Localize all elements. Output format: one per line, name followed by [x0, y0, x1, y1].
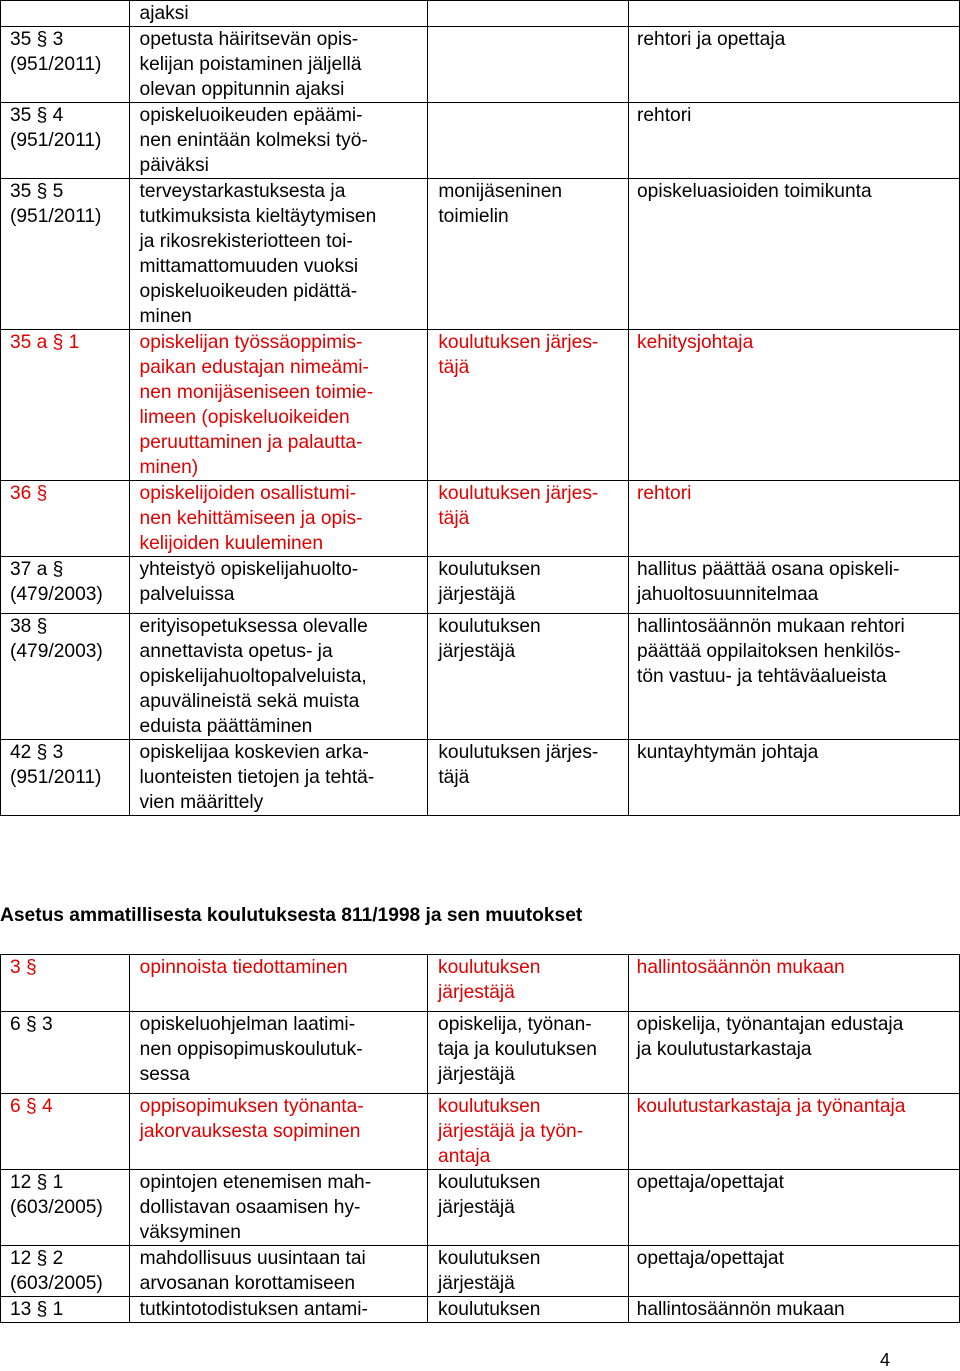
organizer-cell [428, 27, 629, 103]
organizer-cell: koulutuksen järjes- täjä [428, 481, 629, 557]
decision-table-2 [0, 954, 960, 1323]
table-row [1, 179, 960, 330]
table-row [1, 1094, 960, 1170]
table-row [1, 103, 960, 179]
organizer-cell: koulutuksen järjes- täjä [428, 740, 629, 816]
section-ref-cell [1, 1, 130, 27]
organizer-cell: koulutuksen [428, 1297, 629, 1323]
organizer-cell: koulutuksen järjestäjä [428, 614, 629, 740]
decision-item-cell: yhteistyö opiskelijahuolto- palveluissa [129, 557, 428, 614]
section-ref-cell: 35 § 4 (951/2011) [1, 103, 130, 179]
section-ref-cell: 6 § 4 [1, 1094, 130, 1170]
decider-cell: rehtori ja opettaja [628, 27, 959, 103]
decision-item-cell: tutkintotodistuksen antami- [129, 1297, 427, 1323]
section-ref-cell: 6 § 3 [1, 1012, 130, 1094]
decision-item-cell: opiskelijaa koskevien arka- luonteisten tietojen ja tehtä- vien määrittely [129, 740, 428, 816]
organizer-cell: koulutuksen järjestäjä [428, 955, 629, 1012]
decider-cell: kuntayhtymän johtaja [628, 740, 959, 816]
organizer-cell: koulutuksen järjes- täjä [428, 330, 629, 481]
decision-item-cell: opinnoista tiedottaminen [129, 955, 427, 1012]
table-row [1, 481, 960, 557]
decider-cell: opettaja/opettajat [628, 1246, 959, 1297]
section-ref-cell: 35 a § 1 [1, 330, 130, 481]
table-row [1, 740, 960, 816]
section-heading: Asetus ammatillisesta koulutuksesta 811/1998 ja sen muutokset [0, 905, 583, 926]
section-ref-cell: 13 § 1 [1, 1297, 130, 1323]
decider-cell: opiskelija, työnantajan edustaja ja koulutustarkastaja [628, 1012, 959, 1094]
organizer-cell: opiskelija, työnan- taja ja koulutuksen järjestäjä [428, 1012, 629, 1094]
table-row [1, 1297, 960, 1323]
organizer-cell: koulutuksen järjestäjä [428, 1246, 629, 1297]
decider-cell: opettaja/opettajat [628, 1170, 959, 1246]
table-row [1, 1, 960, 27]
decider-cell: opiskeluasioiden toimikunta [628, 179, 959, 330]
section-ref-cell: 12 § 2 (603/2005) [1, 1246, 130, 1297]
decider-cell [628, 1, 959, 27]
section-ref-cell: 36 § [1, 481, 130, 557]
decision-item-cell: ajaksi [129, 1, 428, 27]
organizer-cell: koulutuksen järjestäjä [428, 557, 629, 614]
decider-cell: hallitus päättää osana opiskeli- jahuoltosuunnitelmaa [628, 557, 959, 614]
decider-cell: rehtori [628, 103, 959, 179]
section-ref-cell: 42 § 3 (951/2011) [1, 740, 130, 816]
decider-cell: rehtori [628, 481, 959, 557]
organizer-cell: koulutuksen järjestäjä [428, 1170, 629, 1246]
decider-cell: hallintosäännön mukaan [628, 955, 959, 1012]
table-row [1, 330, 960, 481]
decision-item-cell: opiskeluoikeuden epäämi- nen enintään kolmeksi työ- päiväksi [129, 103, 428, 179]
section-ref-cell: 12 § 1 (603/2005) [1, 1170, 130, 1246]
table-row [1, 1170, 960, 1246]
decision-item-cell: opiskeluohjelman laatimi- nen oppisopimuskoulutuk- sessa [129, 1012, 427, 1094]
decision-item-cell: mahdollisuus uusintaan tai arvosanan korottamiseen [129, 1246, 427, 1297]
table-row [1, 1012, 960, 1094]
decider-cell: hallintosäännön mukaan rehtori päättää oppilaitoksen henkilös- tön vastuu- ja tehtäväalueista [628, 614, 959, 740]
decision-item-cell: opintojen etenemisen mah- dollistavan osaamisen hy- väksyminen [129, 1170, 427, 1246]
organizer-cell [428, 103, 629, 179]
section-ref-cell: 35 § 5 (951/2011) [1, 179, 130, 330]
decision-item-cell: erityisopetuksessa olevalle annettavista opetus- ja opiskelijahuoltopalveluista, apuvälineistä sekä muista eduista päättäminen [129, 614, 428, 740]
table-row [1, 1246, 960, 1297]
organizer-cell: koulutuksen järjestäjä ja työn- antaja [428, 1094, 629, 1170]
table-row [1, 614, 960, 740]
decider-cell: koulutustarkastaja ja työnantaja [628, 1094, 959, 1170]
section-ref-cell: 3 § [1, 955, 130, 1012]
decision-item-cell: opiskelijan työssäoppimis- paikan edustajan nimeämi- nen monijäseniseen toimie- limeen (opiskeluoikeiden peruuttaminen ja palautta- minen) [129, 330, 428, 481]
table-row [1, 557, 960, 614]
section-ref-cell: 35 § 3 (951/2011) [1, 27, 130, 103]
table-row [1, 27, 960, 103]
decision-item-cell: terveystarkastuksesta ja tutkimuksista kieltäytymisen ja rikosrekisteriotteen toi- mittamattomuuden vuoksi opiskeluoikeuden pidättä- minen [129, 179, 428, 330]
organizer-cell: monijäseninen toimielin [428, 179, 629, 330]
decision-item-cell: opiskelijoiden osallistumi- nen kehittämiseen ja opis- kelijoiden kuuleminen [129, 481, 428, 557]
decider-cell: kehitysjohtaja [628, 330, 959, 481]
table-row [1, 955, 960, 1012]
decision-item-cell: opetusta häiritsevän opis- kelijan poistaminen jäljellä olevan oppitunnin ajaksi [129, 27, 428, 103]
decider-cell: hallintosäännön mukaan [628, 1297, 959, 1323]
organizer-cell [428, 1, 629, 27]
section-ref-cell: 37 a § (479/2003) [1, 557, 130, 614]
section-ref-cell: 38 § (479/2003) [1, 614, 130, 740]
page-number: 4 [880, 1350, 891, 1370]
decision-item-cell: oppisopimuksen työnanta- jakorvauksesta sopiminen [129, 1094, 427, 1170]
